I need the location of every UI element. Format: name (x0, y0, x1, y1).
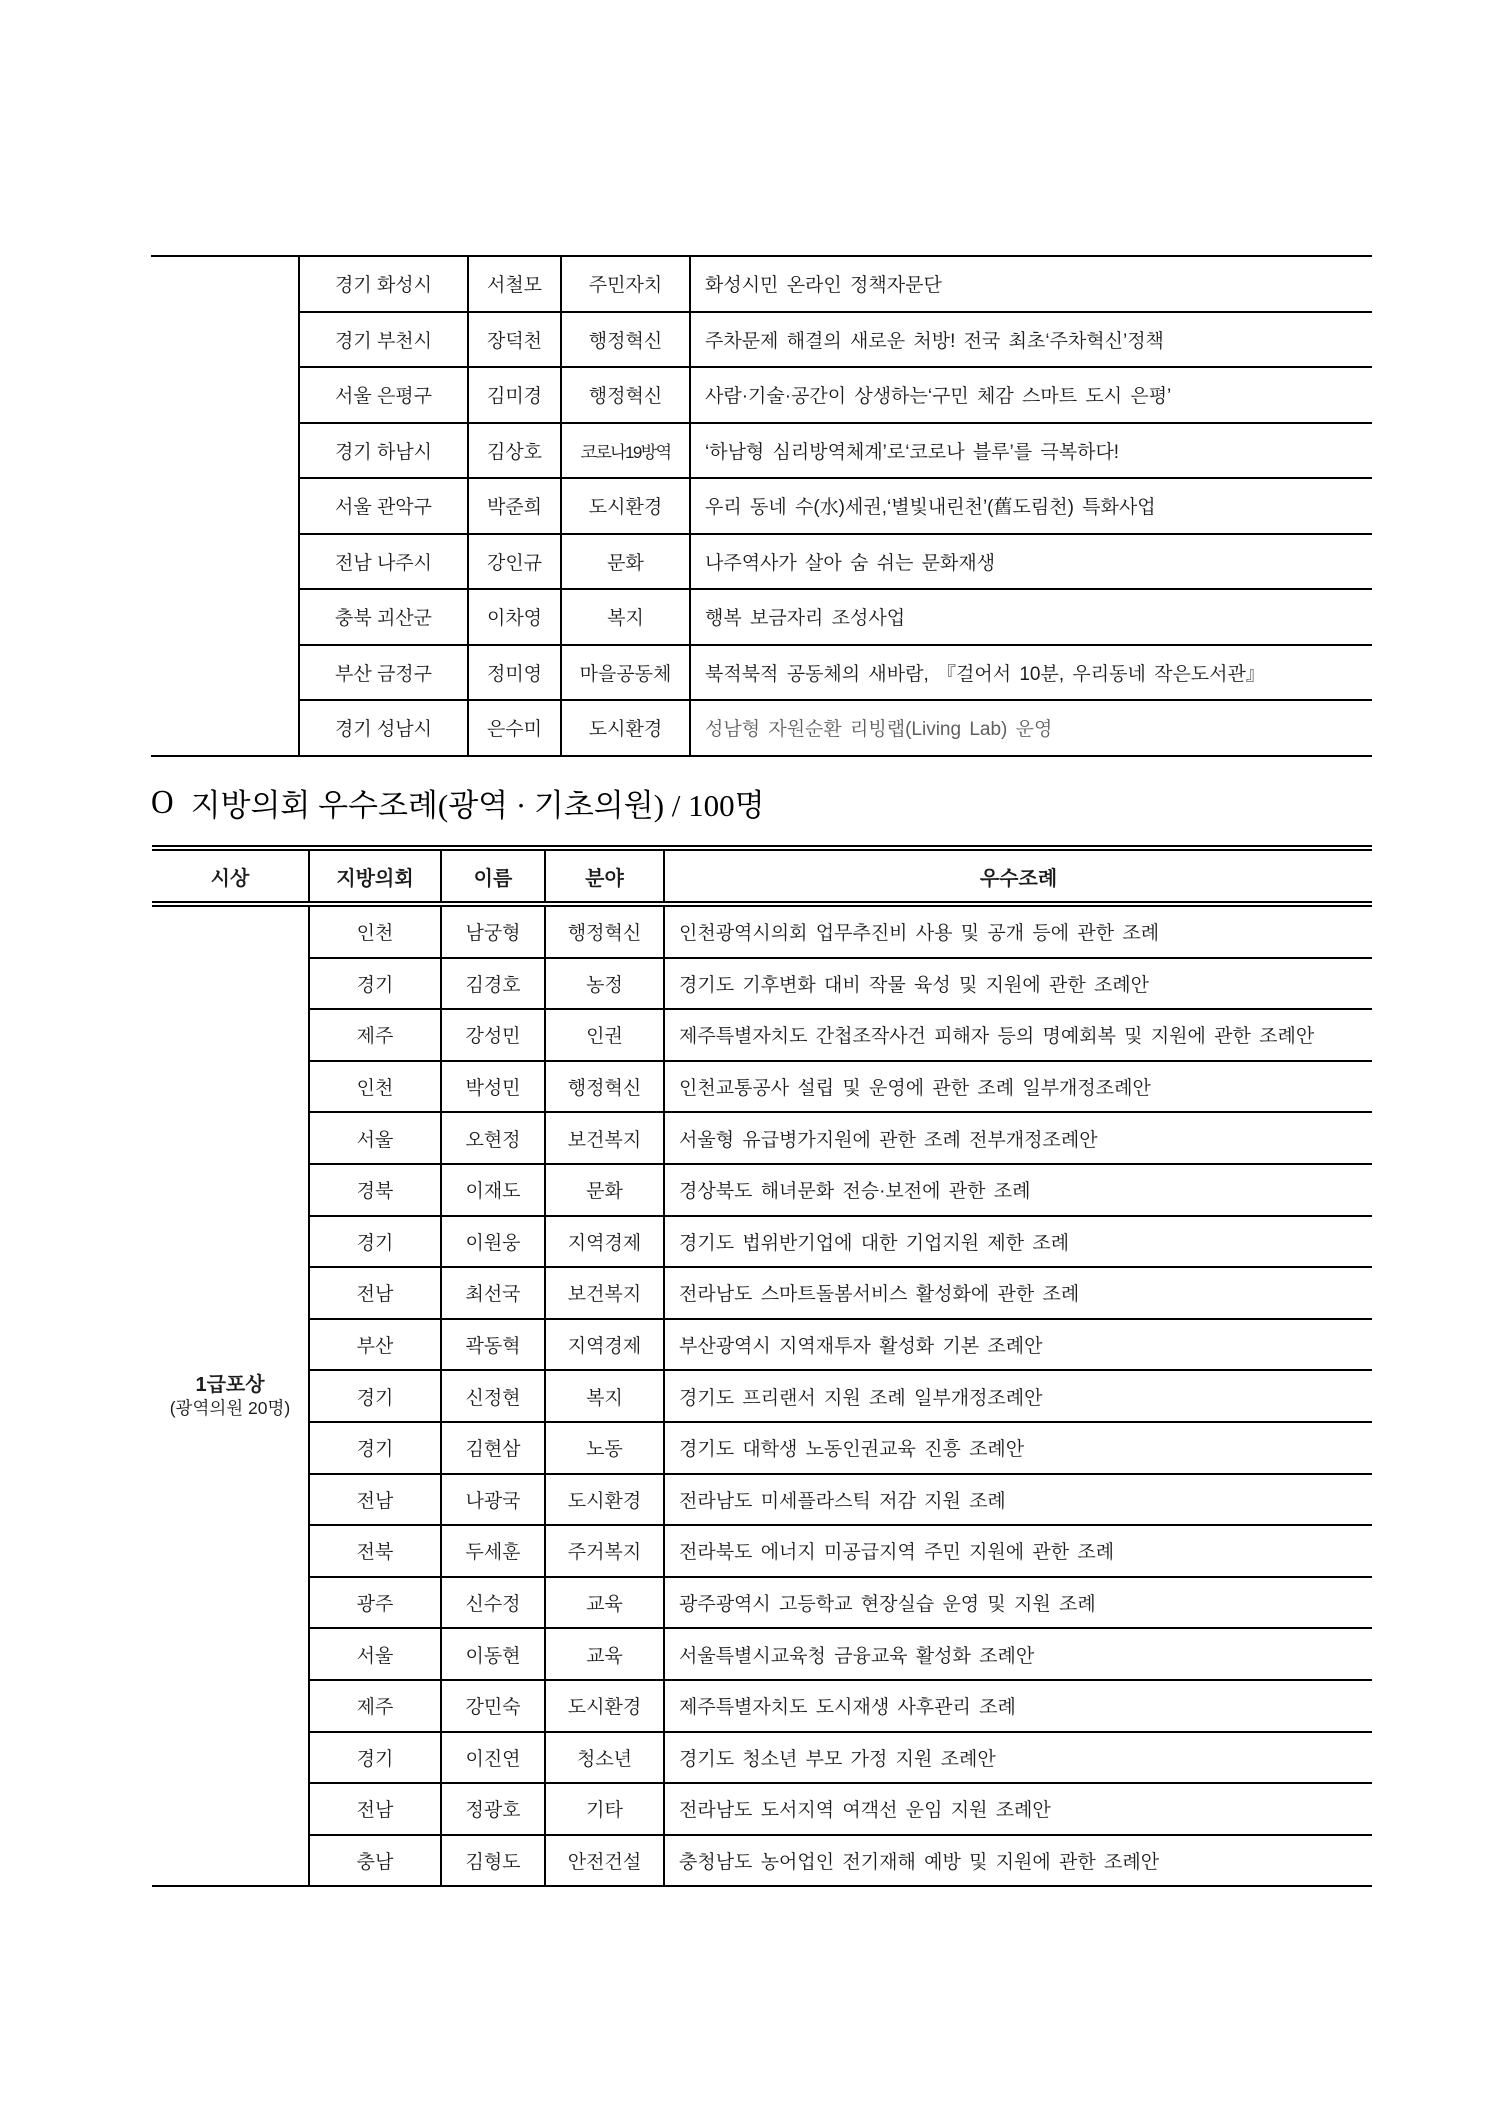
cell-council: 서울 관악구 (299, 478, 468, 534)
cell-field: 행정혁신 (561, 367, 690, 423)
cell-council: 경기 (309, 1370, 441, 1422)
cell-field: 지역경제 (545, 1216, 664, 1268)
cell-field: 농정 (545, 958, 664, 1010)
cell-name: 최선국 (441, 1267, 545, 1319)
cell-name: 김상호 (468, 423, 561, 479)
cell-ordinance: 전라남도 미세플라스틱 저감 지원 조례 (664, 1474, 1372, 1526)
cell-field: 보건복지 (545, 1112, 664, 1164)
cell-field: 인권 (545, 1009, 664, 1061)
cell-council: 경기 화성시 (299, 256, 468, 312)
table-row (152, 1009, 1372, 1061)
cell-name: 김미경 (468, 367, 561, 423)
cell-ordinance: 부산광역시 지역재투자 활성화 기본 조례안 (664, 1319, 1372, 1371)
cell-council: 전남 (309, 1474, 441, 1526)
cell-ordinance: 전라북도 에너지 미공급지역 주민 지원에 관한 조례 (664, 1525, 1372, 1577)
cell-council: 부산 금정구 (299, 645, 468, 701)
table-row (152, 1112, 1372, 1164)
table-row (152, 1577, 1372, 1629)
table-row (151, 256, 1372, 312)
cell-name: 정광호 (441, 1783, 545, 1835)
cell-council: 경기 (309, 1422, 441, 1474)
table-row (151, 589, 1372, 645)
cell-name: 이재도 (441, 1164, 545, 1216)
cell-council: 경북 (309, 1164, 441, 1216)
table-row (152, 1680, 1372, 1732)
cell-council: 인천 (309, 1061, 441, 1113)
table-row (152, 1164, 1372, 1216)
table-row (152, 1474, 1372, 1526)
col-header-field: 분야 (545, 848, 664, 904)
cell-ordinance: 성남형 자원순환 리빙랩(Living Lab) 운영 (690, 700, 1372, 756)
cell-ordinance: 행복 보금자리 조성사업 (690, 589, 1372, 645)
table-row (151, 534, 1372, 590)
cell-name: 박준희 (468, 478, 561, 534)
cell-ordinance: 북적북적 공동체의 새바람, 『걸어서 10분, 우리동네 작은도서관』 (690, 645, 1372, 701)
award-grade-sublabel: (광역의원 20명) (169, 1397, 291, 1418)
cell-name: 강성민 (441, 1009, 545, 1061)
cell-council: 서울 (309, 1112, 441, 1164)
award-grade-label: 1급포상 (195, 1373, 265, 1396)
cell-ordinance: 경기도 기후변화 대비 작물 육성 및 지원에 관한 조례안 (664, 958, 1372, 1010)
cell-ordinance: 충청남도 농어업인 전기재해 예방 및 지원에 관한 조례안 (664, 1835, 1372, 1887)
section-bullet: O (150, 783, 174, 821)
section-heading (150, 780, 765, 825)
cell-council: 전남 나주시 (299, 534, 468, 590)
cell-name: 장덕천 (468, 312, 561, 368)
cell-name: 김경호 (441, 958, 545, 1010)
cell-name: 김형도 (441, 1835, 545, 1887)
cell-council: 서울 은평구 (299, 367, 468, 423)
cell-field: 복지 (545, 1370, 664, 1422)
award-table-continued-body (151, 256, 1372, 756)
table-row (152, 1783, 1372, 1835)
cell-field: 주거복지 (545, 1525, 664, 1577)
cell-field: 주민자치 (561, 256, 690, 312)
table-row (152, 1319, 1372, 1371)
table-row (152, 1525, 1372, 1577)
cell-name: 정미영 (468, 645, 561, 701)
cell-name: 오현정 (441, 1112, 545, 1164)
cell-council: 경기 (309, 1216, 441, 1268)
cell-name: 곽동혁 (441, 1319, 545, 1371)
cell-council: 경기 성남시 (299, 700, 468, 756)
ordinance-table (152, 845, 1372, 1887)
table-row (152, 958, 1372, 1010)
col-header-name: 이름 (441, 848, 545, 904)
cell-council: 경기 부천시 (299, 312, 468, 368)
cell-name: 서철모 (468, 256, 561, 312)
table-row (152, 1628, 1372, 1680)
table-row (151, 367, 1372, 423)
cell-field: 교육 (545, 1577, 664, 1629)
cell-name: 강민숙 (441, 1680, 545, 1732)
cell-council: 서울 (309, 1628, 441, 1680)
cell-ordinance: 인천교통공사 설립 및 운영에 관한 조례 일부개정조례안 (664, 1061, 1372, 1113)
table-row (152, 1835, 1372, 1887)
cell-name: 두세훈 (441, 1525, 545, 1577)
cell-ordinance: 우리 동네 수(水)세권,‘별빛내린천’(舊도림천) 특화사업 (690, 478, 1372, 534)
cell-field: 안전건설 (545, 1835, 664, 1887)
cell-council: 경기 (309, 1732, 441, 1784)
col-header-council: 지방의회 (309, 848, 441, 904)
cell-council: 경기 하남시 (299, 423, 468, 479)
cell-ordinance: 제주특별자치도 간첩조작사건 피해자 등의 명예회복 및 지원에 관한 조례안 (664, 1009, 1372, 1061)
cell-ordinance: 제주특별자치도 도시재생 사후관리 조례 (664, 1680, 1372, 1732)
cell-council: 충남 (309, 1835, 441, 1887)
cell-field: 도시환경 (545, 1680, 664, 1732)
cell-ordinance: 광주광역시 고등학교 현장실습 운영 및 지원 조례 (664, 1577, 1372, 1629)
cell-field: 도시환경 (545, 1474, 664, 1526)
cell-name: 남궁형 (441, 904, 545, 958)
table-row (152, 904, 1372, 958)
ordinance-table-header-row (152, 848, 1372, 904)
ordinance-table-body (152, 904, 1372, 1886)
cell-council: 충북 괴산군 (299, 589, 468, 645)
cell-council: 부산 (309, 1319, 441, 1371)
cell-field: 노동 (545, 1422, 664, 1474)
table-row (152, 1061, 1372, 1113)
cell-ordinance: 경상북도 해녀문화 전승·보전에 관한 조례 (664, 1164, 1372, 1216)
cell-field: 보건복지 (545, 1267, 664, 1319)
cell-ordinance: 전라남도 스마트돌봄서비스 활성화에 관한 조례 (664, 1267, 1372, 1319)
cell-name: 신수정 (441, 1577, 545, 1629)
table-row (152, 1732, 1372, 1784)
cell-name: 강인규 (468, 534, 561, 590)
cell-name: 김현삼 (441, 1422, 545, 1474)
cell-name: 이차영 (468, 589, 561, 645)
cell-ordinance: 경기도 프리랜서 지원 조례 일부개정조례안 (664, 1370, 1372, 1422)
cell-field: 문화 (561, 534, 690, 590)
cell-field: 행정혁신 (561, 312, 690, 368)
cell-ordinance: 경기도 대학생 노동인권교육 진흥 조례안 (664, 1422, 1372, 1474)
cell-council: 전남 (309, 1267, 441, 1319)
cell-field: 청소년 (545, 1732, 664, 1784)
cell-field: 지역경제 (545, 1319, 664, 1371)
cell-field: 교육 (545, 1628, 664, 1680)
section-title: 지방의회 우수조례(광역 · 기초의원) / 100명 (190, 788, 765, 823)
cell-ordinance: 서울형 유급병가지원에 관한 조례 전부개정조례안 (664, 1112, 1372, 1164)
col-header-ordinance: 우수조례 (664, 848, 1372, 904)
cell-ordinance: 전라남도 도서지역 여객선 운임 지원 조례안 (664, 1783, 1372, 1835)
cell-ordinance: 주차문제 해결의 새로운 처방! 전국 최초‘주차혁신’정책 (690, 312, 1372, 368)
award-group-cell (151, 256, 299, 756)
cell-council: 전북 (309, 1525, 441, 1577)
table-row (151, 478, 1372, 534)
col-header-award: 시상 (152, 848, 309, 904)
cell-field: 코로나19방역 (561, 423, 690, 479)
cell-name: 신정현 (441, 1370, 545, 1422)
cell-field: 행정혁신 (545, 1061, 664, 1113)
cell-field: 복지 (561, 589, 690, 645)
table-row (152, 1267, 1372, 1319)
cell-name: 이진연 (441, 1732, 545, 1784)
cell-field: 문화 (545, 1164, 664, 1216)
table-row (151, 645, 1372, 701)
cell-name: 박성민 (441, 1061, 545, 1113)
cell-council: 광주 (309, 1577, 441, 1629)
cell-ordinance: 사람·기술·공간이 상생하는‘구민 체감 스마트 도시 은평’ (690, 367, 1372, 423)
cell-ordinance: 경기도 법위반기업에 대한 기업지원 제한 조례 (664, 1216, 1372, 1268)
cell-name: 이동현 (441, 1628, 545, 1680)
cell-council: 인천 (309, 904, 441, 958)
cell-council: 전남 (309, 1783, 441, 1835)
table-row (152, 1216, 1372, 1268)
award-group-cell (152, 904, 309, 1886)
cell-name: 이원웅 (441, 1216, 545, 1268)
table-row (152, 1422, 1372, 1474)
cell-name: 나광국 (441, 1474, 545, 1526)
cell-ordinance: 인천광역시의회 업무추진비 사용 및 공개 등에 관한 조례 (664, 904, 1372, 958)
cell-field: 도시환경 (561, 700, 690, 756)
cell-council: 제주 (309, 1009, 441, 1061)
cell-ordinance: 경기도 청소년 부모 가정 지원 조례안 (664, 1732, 1372, 1784)
cell-ordinance: 서울특별시교육청 금융교육 활성화 조례안 (664, 1628, 1372, 1680)
table-row (151, 312, 1372, 368)
cell-field: 마을공동체 (561, 645, 690, 701)
table-row (152, 1370, 1372, 1422)
cell-field: 행정혁신 (545, 904, 664, 958)
cell-ordinance: ‘하남형 심리방역체계’로‘코로나 블루’를 극복하다! (690, 423, 1372, 479)
cell-ordinance: 화성시민 온라인 정책자문단 (690, 256, 1372, 312)
cell-field: 기타 (545, 1783, 664, 1835)
table-row (151, 423, 1372, 479)
cell-council: 경기 (309, 958, 441, 1010)
award-table-continued (151, 255, 1372, 757)
cell-council: 제주 (309, 1680, 441, 1732)
cell-name: 은수미 (468, 700, 561, 756)
table-row (151, 700, 1372, 756)
cell-field: 도시환경 (561, 478, 690, 534)
cell-ordinance: 나주역사가 살아 숨 쉬는 문화재생 (690, 534, 1372, 590)
